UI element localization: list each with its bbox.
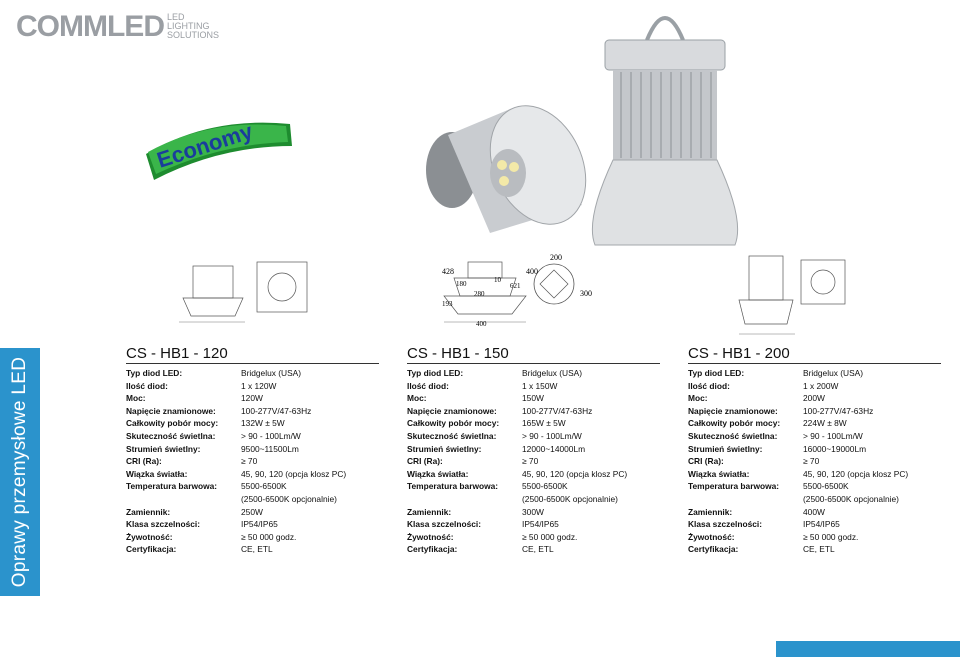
spec-label: CRI (Ra): — [126, 456, 162, 467]
spec-label: Skuteczność świetlna: — [407, 430, 497, 441]
spec-label: Wiązka światła: — [688, 468, 750, 479]
side-category-label: Oprawy przemysłowe LED — [9, 356, 30, 588]
spec-value: ≥ 50 000 godz. — [241, 531, 297, 542]
spec-label: Całkowity pobór mocy: — [126, 418, 219, 429]
spec-label: Temperatura barwowa: — [407, 481, 499, 492]
spec-label: Zamiennik: — [407, 506, 452, 517]
spec-value: (2500-6500K opcjonalnie) — [522, 493, 618, 504]
spec-label: Napięcie znamionowe: — [126, 405, 216, 416]
spec-value: 150W — [522, 393, 544, 404]
spec-row — [126, 543, 379, 556]
spec-value: 9500~11500Lm — [241, 443, 299, 454]
economy-badge-text: Economy — [153, 118, 256, 173]
spec-label: Ilość diod: — [407, 380, 449, 391]
spec-value: ≥ 70 — [522, 456, 539, 467]
spec-label-empty — [688, 493, 803, 506]
spec-label-empty — [407, 493, 522, 506]
spec-row — [688, 493, 941, 506]
spec-value: 132W ± 5W — [241, 418, 285, 429]
spec-label: CRI (Ra): — [688, 456, 724, 467]
spec-value: 45, 90, 120 (opcja klosz PC) — [803, 468, 909, 479]
spec-value: 5500-6500K — [522, 481, 568, 492]
spec-row — [407, 417, 660, 430]
spec-row — [126, 367, 379, 380]
spec-value: 1 x 200W — [803, 380, 839, 391]
spec-row — [126, 380, 379, 393]
brand-logo — [16, 8, 219, 42]
spec-label: Ilość diod: — [126, 380, 168, 391]
spec-row — [126, 518, 379, 531]
spec-row — [407, 493, 660, 506]
spec-row — [126, 392, 379, 405]
spec-value: 45, 90, 120 (opcja klosz PC) — [522, 468, 628, 479]
spec-label: Moc: — [688, 393, 708, 404]
spec-value: 100-277V/47-63Hz — [803, 405, 874, 416]
spec-row — [126, 506, 379, 519]
spec-row — [126, 405, 379, 418]
dimension-label: 10 — [494, 276, 501, 284]
spec-value: 224W ± 8W — [803, 418, 847, 429]
dimension-label: 180 — [456, 280, 467, 288]
product-title: CS - HB1 - 150 — [407, 345, 509, 362]
spec-value: ≥ 50 000 godz. — [522, 531, 578, 542]
dimension-label: 200 — [550, 253, 562, 262]
spec-row — [407, 405, 660, 418]
spec-label: Napięcie znamionowe: — [688, 405, 778, 416]
brand-tagline-line: LIGHTING — [166, 21, 210, 31]
spec-value: 120W — [241, 393, 263, 404]
bottom-accent-bar — [776, 641, 960, 657]
technical-drawing-120 — [175, 248, 320, 326]
spec-row — [126, 417, 379, 430]
spec-row — [126, 455, 379, 468]
dimension-label: 428 — [442, 267, 454, 276]
spec-label-empty — [126, 493, 241, 506]
spec-label: Temperatura barwowa: — [688, 481, 780, 492]
spec-row — [407, 518, 660, 531]
spec-label: Typ diod LED: — [126, 368, 183, 378]
spec-row — [407, 430, 660, 443]
spec-label: Zamiennik: — [126, 506, 171, 517]
spec-row — [407, 506, 660, 519]
dimension-label: 280 — [474, 290, 485, 298]
spec-row — [688, 543, 941, 556]
spec-label: Skuteczność świetlna: — [688, 430, 778, 441]
spec-value: IP54/IP65 — [522, 519, 559, 530]
spec-value: > 90 - 100Lm/W — [241, 430, 301, 441]
spec-label: Moc: — [407, 393, 427, 404]
spec-label: Zamiennik: — [688, 506, 733, 517]
spec-row — [688, 367, 941, 380]
spec-value: 400W — [803, 506, 825, 517]
spec-row — [688, 392, 941, 405]
brand-tagline-line: LED — [166, 12, 185, 22]
technical-drawing-150 — [430, 248, 600, 328]
spec-value: CE, ETL — [241, 544, 273, 555]
spec-label: Moc: — [126, 393, 146, 404]
spec-row — [407, 455, 660, 468]
spec-value: Bridgelux (USA) — [241, 368, 302, 378]
spec-row — [688, 443, 941, 456]
spec-row — [688, 506, 941, 519]
spec-label: Klasa szczelności: — [126, 519, 201, 530]
spec-label: Żywotność: — [126, 531, 173, 542]
spec-label: Klasa szczelności: — [688, 519, 763, 530]
title-divider — [407, 363, 660, 364]
spec-row — [407, 480, 660, 493]
spec-row — [126, 430, 379, 443]
spec-row — [688, 518, 941, 531]
spec-label: Całkowity pobór mocy: — [688, 418, 781, 429]
spec-row — [407, 380, 660, 393]
spec-value: 16000~19000Lm — [803, 443, 867, 454]
spec-label: Żywotność: — [407, 531, 454, 542]
spec-value: Bridgelux (USA) — [803, 368, 864, 378]
dimension-label: 400 — [476, 320, 487, 328]
spec-value: > 90 - 100Lm/W — [522, 430, 582, 441]
spec-value: 12000~14000Lm — [522, 443, 586, 454]
spec-row — [688, 455, 941, 468]
spec-value: 1 x 120W — [241, 380, 277, 391]
product-spec-150 — [407, 345, 660, 556]
spec-label: Całkowity pobór mocy: — [407, 418, 500, 429]
dimension-label: 400 — [526, 267, 538, 276]
product-title: CS - HB1 - 120 — [126, 345, 228, 362]
spec-value: > 90 - 100Lm/W — [803, 430, 863, 441]
spec-value: 100-277V/47-63Hz — [522, 405, 593, 416]
spec-row — [688, 380, 941, 393]
spec-value: 5500-6500K — [241, 481, 287, 492]
spec-label: Żywotność: — [688, 531, 735, 542]
spec-value: IP54/IP65 — [803, 519, 840, 530]
spec-row — [688, 405, 941, 418]
spec-label: CRI (Ra): — [407, 456, 443, 467]
spec-row — [407, 443, 660, 456]
spec-value: ≥ 70 — [241, 456, 258, 467]
title-divider — [688, 363, 941, 364]
spec-value: 1 x 150W — [522, 380, 558, 391]
spec-value: IP54/IP65 — [241, 519, 278, 530]
spec-label: Certyfikacja: — [407, 544, 458, 555]
spec-value: 45, 90, 120 (opcja klosz PC) — [241, 468, 347, 479]
spec-label: Klasa szczelności: — [407, 519, 482, 530]
spec-row — [688, 480, 941, 493]
spec-row — [407, 543, 660, 556]
spec-value: 100-277V/47-63Hz — [241, 405, 312, 416]
spec-row — [407, 392, 660, 405]
brand-tagline-line: SOLUTIONS — [166, 30, 219, 40]
spec-row — [126, 531, 379, 544]
spec-row — [688, 430, 941, 443]
spec-label: Certyfikacja: — [688, 544, 739, 555]
product-spec-120 — [126, 345, 379, 556]
brand-tagline — [167, 13, 219, 42]
spec-label: Typ diod LED: — [688, 368, 745, 378]
spec-value: CE, ETL — [803, 544, 835, 555]
spec-label: Typ diod LED: — [407, 368, 464, 378]
economy-badge — [140, 102, 300, 192]
product-photo-large — [585, 0, 745, 250]
spec-value: 300W — [522, 506, 544, 517]
product-photo-small — [420, 95, 590, 245]
spec-label: Strumień świetlny: — [688, 443, 763, 454]
brand-name: COMMLED — [16, 10, 164, 43]
spec-row — [688, 468, 941, 481]
spec-label: Temperatura barwowa: — [126, 481, 218, 492]
spec-row — [126, 493, 379, 506]
spec-row — [407, 367, 660, 380]
spec-label: Ilość diod: — [688, 380, 730, 391]
spec-row — [407, 531, 660, 544]
product-spec-200 — [688, 345, 941, 556]
product-title: CS - HB1 - 200 — [688, 345, 790, 362]
dimension-label: 193 — [442, 300, 453, 308]
dimension-label: 621 — [510, 282, 521, 290]
spec-value: (2500-6500K opcjonalnie) — [803, 493, 899, 504]
spec-label: Skuteczność świetlna: — [126, 430, 216, 441]
spec-label: Strumień świetlny: — [407, 443, 482, 454]
spec-label: Certyfikacja: — [126, 544, 177, 555]
spec-value: 250W — [241, 506, 263, 517]
spec-value: 200W — [803, 393, 825, 404]
spec-value: ≥ 50 000 godz. — [803, 531, 859, 542]
spec-value: CE, ETL — [522, 544, 554, 555]
spec-row — [126, 443, 379, 456]
spec-value: 165W ± 5W — [522, 418, 566, 429]
spec-row — [126, 468, 379, 481]
spec-label: Wiązka światła: — [407, 468, 469, 479]
technical-drawing-200 — [735, 240, 850, 340]
spec-label: Strumień świetlny: — [126, 443, 201, 454]
spec-label: Wiązka światła: — [126, 468, 188, 479]
dimension-label: 300 — [580, 289, 592, 298]
spec-row — [688, 417, 941, 430]
spec-value: (2500-6500K opcjonalnie) — [241, 493, 337, 504]
spec-value: ≥ 70 — [803, 456, 820, 467]
spec-row — [407, 468, 660, 481]
spec-row — [126, 480, 379, 493]
title-divider — [126, 363, 379, 364]
spec-row — [688, 531, 941, 544]
spec-value: Bridgelux (USA) — [522, 368, 583, 378]
spec-value: 5500-6500K — [803, 481, 849, 492]
spec-label: Napięcie znamionowe: — [407, 405, 497, 416]
